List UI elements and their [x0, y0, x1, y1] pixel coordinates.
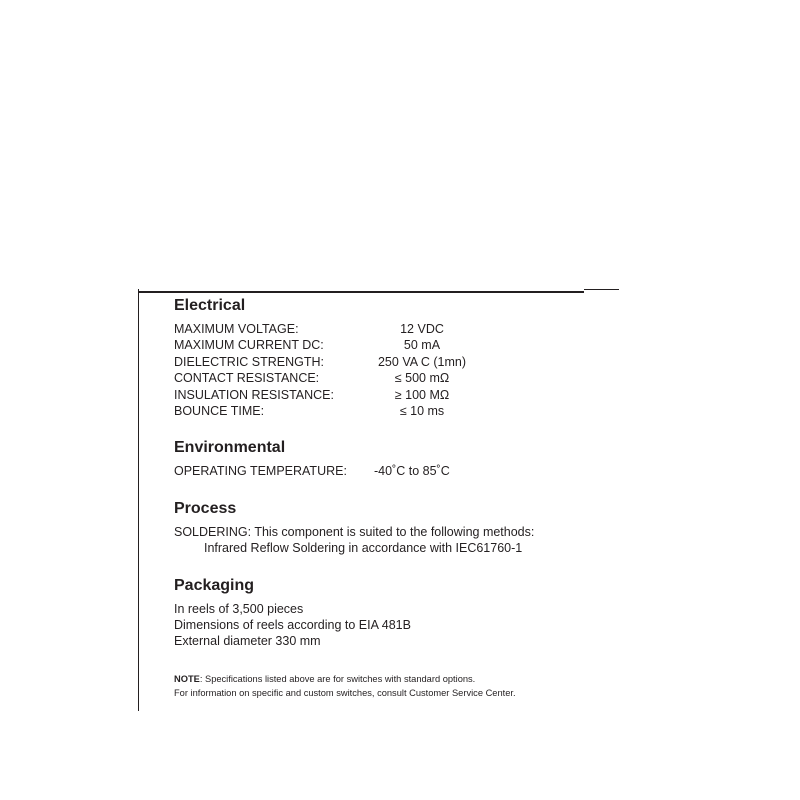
- footnote: [174, 672, 614, 701]
- left-border-line: [138, 289, 139, 711]
- spec-row-maximum-voltage: [174, 321, 614, 337]
- spec-label: INSULATION RESISTANCE:: [174, 387, 334, 402]
- footnote-line-1: [174, 672, 614, 687]
- spec-value: ≤ 10 ms: [399, 404, 445, 419]
- reflow-line: Infrared Reflow Soldering in accordance with IEC61760-1: [204, 541, 523, 556]
- note-label: NOTE: [174, 673, 200, 684]
- soldering-line: SOLDERING: This component is suited to the following methods:: [174, 524, 535, 539]
- spec-value: ≤ 500 mΩ: [394, 371, 450, 386]
- specifications-panel: [174, 296, 614, 701]
- spec-value: 250 VA C (1mn): [377, 354, 466, 369]
- spec-value: 50 mA: [403, 338, 441, 353]
- spec-label: MAXIMUM CURRENT DC:: [174, 338, 324, 353]
- footnote-line-2: For information on specific and custom switches, consult Customer Service Center.: [174, 688, 516, 699]
- top-border-line-extension: [584, 289, 619, 290]
- spec-label: BOUNCE TIME:: [174, 404, 265, 419]
- packaging-heading: Packaging: [174, 576, 255, 594]
- spec-row-contact-resistance: [174, 370, 614, 386]
- electrical-spec-table: [174, 321, 614, 419]
- process-section: [174, 499, 614, 557]
- note-text: : Specifications listed above are for switches with standard options.: [199, 673, 476, 684]
- packaging-line: External diameter 330 mm: [174, 634, 321, 649]
- packaging-text: [174, 601, 614, 650]
- spec-value: ≥ 100 MΩ: [394, 387, 450, 402]
- spec-label: MAXIMUM VOLTAGE:: [174, 322, 299, 336]
- spec-label: DIELECTRIC STRENGTH:: [174, 354, 325, 369]
- packaging-section: [174, 576, 614, 650]
- spec-row-bounce-time: [174, 403, 614, 419]
- process-text: [174, 524, 614, 557]
- packaging-line: Dimensions of reels according to EIA 481B: [174, 618, 411, 633]
- spec-row-maximum-current: [174, 337, 614, 353]
- top-border-line: [138, 291, 584, 293]
- spec-label: OPERATING TEMPERATURE:: [174, 464, 347, 479]
- spec-value: -40˚C to 85˚C: [374, 464, 450, 479]
- spec-row-dielectric-strength: [174, 354, 614, 370]
- spec-label: CONTACT RESISTANCE:: [174, 371, 320, 386]
- electrical-heading: Electrical: [174, 297, 246, 314]
- environmental-spec-table: [174, 463, 614, 479]
- process-heading: Process: [174, 499, 237, 517]
- spec-row-insulation-resistance: [174, 387, 614, 403]
- packaging-line: In reels of 3,500 pieces: [174, 601, 304, 616]
- spec-value: 12 VDC: [400, 322, 444, 336]
- spec-row-operating-temperature: [174, 463, 614, 479]
- environmental-heading: Environmental: [174, 439, 286, 457]
- environmental-section: [174, 438, 614, 479]
